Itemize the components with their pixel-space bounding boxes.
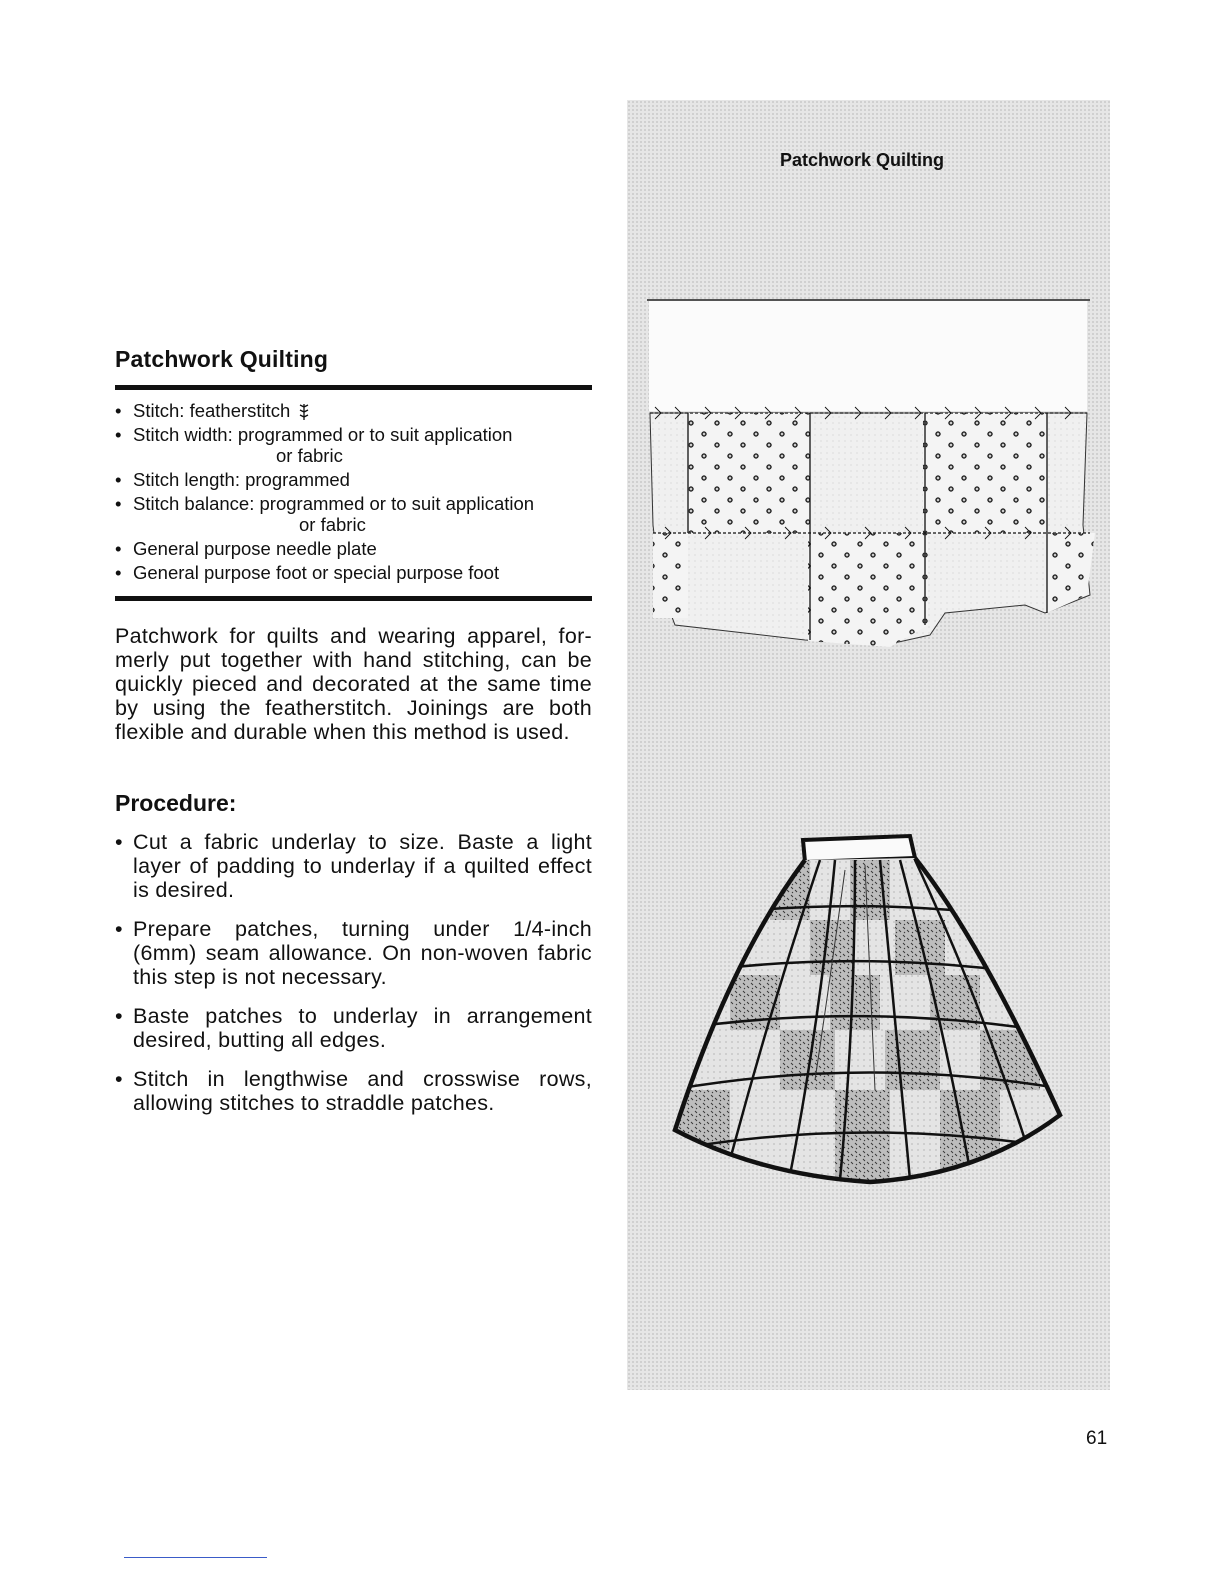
patchwork-skirt-illustration <box>670 830 1070 1230</box>
spec-stitch <box>115 400 592 421</box>
top-rule <box>115 385 592 390</box>
procedure-steps <box>115 830 592 1130</box>
bottom-rule <box>115 596 592 601</box>
spec-foot <box>115 562 592 583</box>
spec-label: Stitch balance: <box>133 493 255 514</box>
spec-value: featherstitch <box>189 400 291 421</box>
footer-line <box>124 1557 267 1558</box>
spec-value-continued: or fabric <box>299 514 366 535</box>
patchwork-swatch-illustration <box>645 295 1095 655</box>
procedure-step: • Stitch in lengthwise and crosswise rows, allowing stitches to straddle patches. <box>115 1067 592 1115</box>
featherstitch-icon <box>299 403 309 421</box>
spec-label: Stitch: <box>133 400 185 421</box>
spec-stitch-balance <box>115 493 592 535</box>
spec-stitch-width <box>115 424 592 466</box>
spec-label: Stitch width: <box>133 424 233 445</box>
panel-title: Patchwork Quilting <box>780 150 945 170</box>
page-number: 61 <box>1086 1428 1108 1449</box>
procedure-title: Procedure: <box>115 790 237 816</box>
section-title: Patchwork Quilting <box>115 346 329 372</box>
procedure-step: • Prepare patches, turning under 1/4-inch (6mm) seam allowance. On non-woven fabric this step is not necessary. <box>115 917 592 989</box>
spec-value: programmed <box>245 469 350 490</box>
spec-needle-plate <box>115 538 592 559</box>
spec-label: General purpose foot or special purpose foot <box>133 562 500 583</box>
spec-value-continued: or fabric <box>276 445 343 466</box>
spec-label: General purpose needle plate <box>133 538 377 559</box>
spec-value: programmed or to suit application <box>259 493 535 514</box>
spec-stitch-length <box>115 469 592 490</box>
spec-value: programmed or to suit application <box>237 424 513 445</box>
spec-label: Stitch length: <box>133 469 240 490</box>
procedure-step: • Baste patches to underlay in arrangement desired, butting all edges. <box>115 1004 592 1052</box>
stitch-settings-list <box>115 400 592 586</box>
procedure-step: • Cut a fabric underlay to size. Baste a light layer of padding to underlay if a quilted effect is desired. <box>115 830 592 902</box>
intro-paragraph: Patchwork for quilts and wearing apparel, for-merly put together with hand stitching, can be quickly pieced and decorated at the same time by using the featherstitch. Joinings are both flexible and durable when this method is used. <box>115 624 592 744</box>
